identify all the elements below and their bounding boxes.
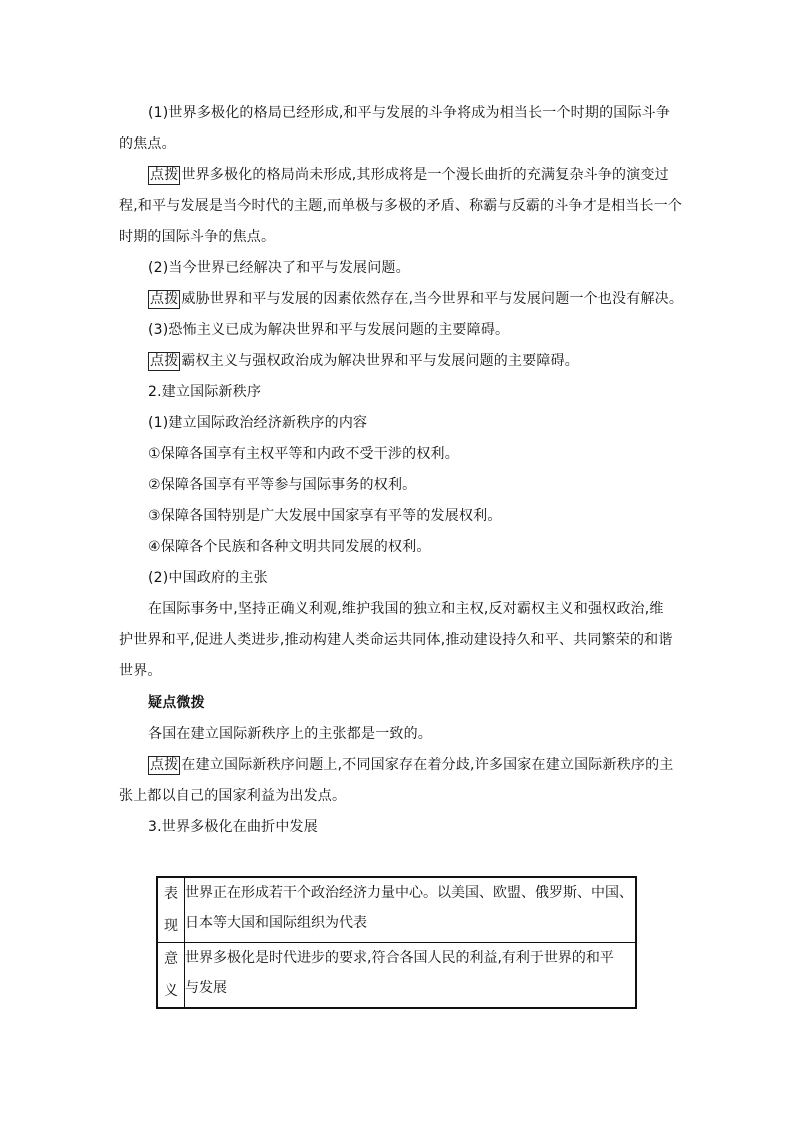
list-item: ④保障各个民族和各种文明共同发展的权利。 [148, 539, 431, 555]
list-item: ②保障各国享有平等参与国际事务的权利。 [148, 477, 417, 493]
note-1-line-3: 时期的国际斗争的焦点。 [119, 229, 276, 245]
paragraph-line-1: 在国际事务中,坚持正确义利观,维护我国的独立和主权,反对霸权主义和强权政治,维 [148, 601, 664, 617]
list-item: ③保障各国特别是广大发展中国家享有平等的发展权利。 [148, 508, 502, 524]
note-tag: 点拨 [150, 291, 179, 307]
statement-1-line-1: (1)世界多极化的格局已经形成,和平与发展的斗争将成为相当长一个时期的国际斗争 [148, 105, 671, 121]
note-3-text: 霸权主义与强权政治成为解决世界和平与发展问题的主要障碍。 [181, 353, 580, 369]
summary-table [156, 876, 637, 1009]
subheading-1: (1)建立国际政治经济新秩序的内容 [148, 415, 368, 431]
table-row [157, 877, 636, 943]
statement-1-line-2: 的焦点。 [119, 136, 176, 152]
section-heading-2: 2.建立国际新秩序 [148, 384, 262, 400]
table-cell: 世界正在形成若干个政治经济力量中心。以美国、欧盟、俄罗斯、中国、 日本等大国和国际组织为代表 [185, 877, 637, 943]
paragraph-line-2: 护世界和平,促进人类进步,推动构建人类命运共同体,推动建设持久和平、共同繁荣的和谐 [119, 632, 673, 648]
note-3 [148, 351, 579, 371]
note-tag: 点拨 [150, 353, 179, 369]
table-row-header: 表 现 [157, 877, 185, 943]
note-4-text: 在建立国际新秩序问题上,不同国家存在着分歧,许多国家在建立国际新秩序的主 [181, 757, 674, 773]
list-item: ①保障各国享有主权平等和内政不受干涉的权利。 [148, 446, 459, 462]
statement-2: (2)当今世界已经解决了和平与发展问题。 [148, 260, 410, 276]
note-1-line-1 [148, 165, 669, 185]
section-heading-3: 3.世界多极化在曲折中发展 [148, 819, 318, 835]
table-row [157, 943, 636, 1009]
doubt-heading: 疑点微拨 [148, 695, 205, 711]
note-4-line-2: 张上都以自己的国家利益为出发点。 [119, 788, 347, 804]
statement-3: (3)恐怖主义已成为解决世界和平与发展问题的主要障碍。 [148, 322, 510, 338]
note-1-line-2: 程,和平与发展是当今时代的主题,而单极与多极的矛盾、称霸与反霸的斗争才是相当长一个 [119, 198, 683, 214]
subheading-2: (2)中国政府的主张 [148, 570, 268, 586]
note-2 [148, 289, 683, 309]
table-row-header: 意 义 [157, 943, 185, 1009]
note-tag: 点拨 [150, 167, 179, 183]
note-2-text: 威胁世界和平与发展的因素依然存在,当今世界和平与发展问题一个也没有解决。 [181, 291, 684, 307]
table-cell: 世界多极化是时代进步的要求,符合各国人民的利益,有利于世界的和平 与发展 [185, 943, 637, 1009]
note-4-line-1 [148, 755, 674, 775]
note-tag: 点拨 [150, 757, 179, 773]
paragraph-line-3: 世界。 [119, 663, 162, 679]
doubt-statement: 各国在建立国际新秩序上的主张都是一致的。 [148, 726, 432, 742]
note-1-text: 世界多极化的格局尚未形成,其形成将是一个漫长曲折的充满复杂斗争的演变过 [181, 167, 669, 183]
